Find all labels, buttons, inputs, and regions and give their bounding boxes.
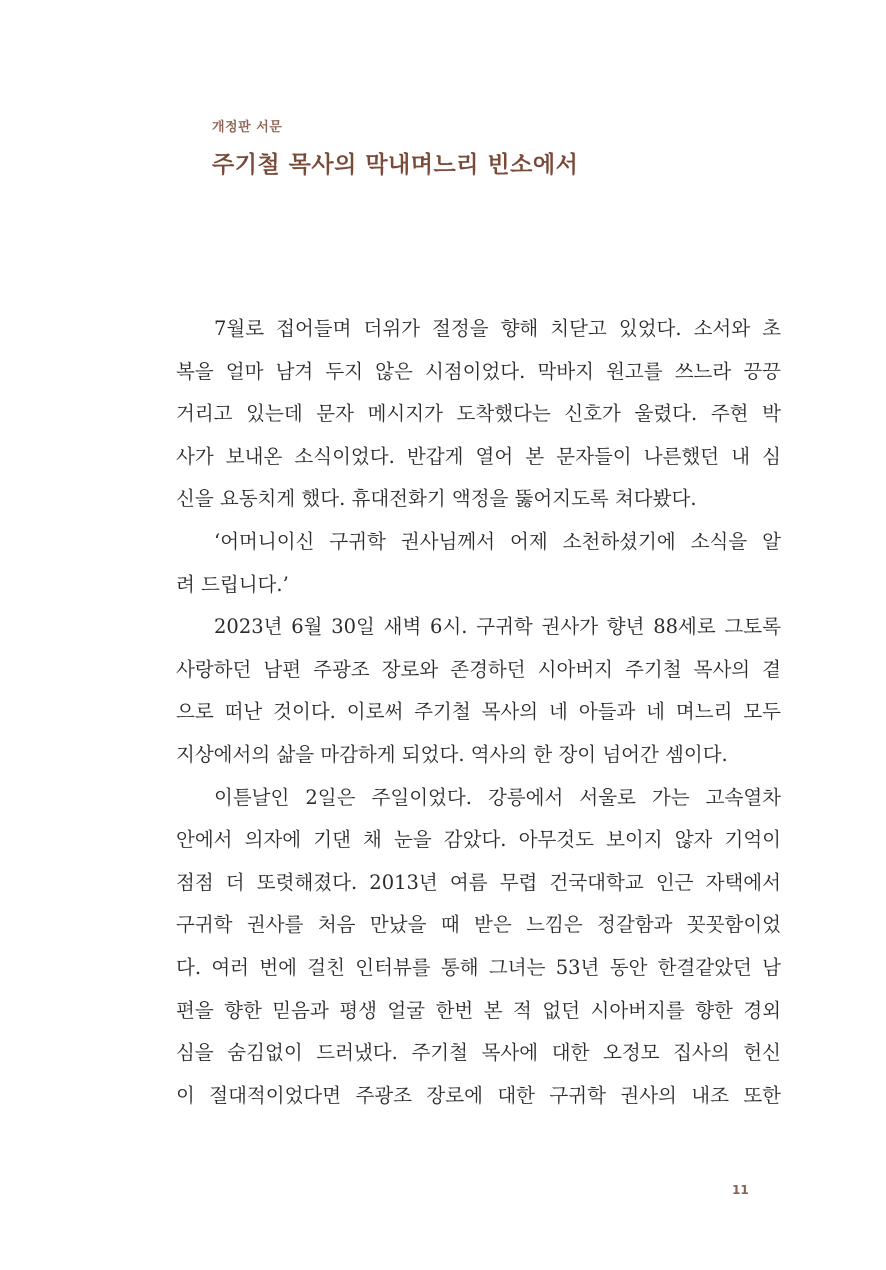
text-line: 사랑하던 남편 주광조 장로와 존경하던 시아버지 주기철 목사의 곁 [176,657,781,681]
body-text [176,308,781,1117]
text-line: 점점 더 또렷해졌다. 2013년 여름 무렵 건국대학교 인근 자택에서 [176,870,781,894]
text-line: 으로 떠난 것이다. 이로써 주기철 목사의 네 아들과 네 며느리 모두 [176,700,781,724]
text-line: 이 절대적이었다면 주광조 장로에 대한 구귀학 권사의 내조 또한 [176,1083,781,1107]
text-line: 2023년 6월 30일 새벽 6시. 구귀학 권사가 향년 88세로 그토록 [214,615,781,639]
chapter-title: 주기철 목사의 막내며느리 빈소에서 [212,152,579,178]
text-line: 다. 여러 번에 걸친 인터뷰를 통해 그녀는 53년 동안 한결같았던 남 [176,955,781,979]
text-line: 편을 향한 믿음과 평생 얼굴 한번 본 적 없던 시아버지를 향한 경외 [176,998,781,1022]
section-label: 개정판 서문 [212,120,283,135]
text-line: 신을 요동치게 했다. 휴대전화기 액정을 뚫어지도록 쳐다봤다. [176,487,697,511]
page-number: 11 [732,1183,749,1197]
text-line: 복을 얼마 남겨 두지 않은 시점이었다. 막바지 원고를 쓰느라 끙끙 [176,359,781,383]
text-line: 구귀학 권사를 처음 만났을 때 받은 느낌은 정갈함과 꼿꼿함이었 [176,913,781,937]
text-line: 안에서 의자에 기댄 채 눈을 감았다. 아무것도 보이지 않자 기억이 [176,828,781,852]
text-line: ‘어머니이신 구귀학 권사님께서 어제 소천하셨기에 소식을 알 [214,529,781,553]
text-line: 7월로 접어들며 더위가 절정을 향해 치닫고 있었다. 소서와 초 [214,317,781,340]
text-line: 거리고 있는데 문자 메시지가 도착했다는 신호가 울렸다. 주현 박 [176,402,781,426]
text-line: 려 드립니다.’ [176,572,289,596]
text-line: 심을 숨김없이 드러냈다. 주기철 목사에 대한 오정모 집사의 헌신 [176,1041,781,1065]
text-line: 지상에서의 삶을 마감하게 되었다. 역사의 한 장이 넘어간 셈이다. [176,742,728,766]
text-line: 이튿날인 2일은 주일이었다. 강릉에서 서울로 가는 고속열차 [214,785,781,809]
text-line: 사가 보내온 소식이었다. 반갑게 열어 본 문자들이 나른했던 내 심 [176,444,781,468]
